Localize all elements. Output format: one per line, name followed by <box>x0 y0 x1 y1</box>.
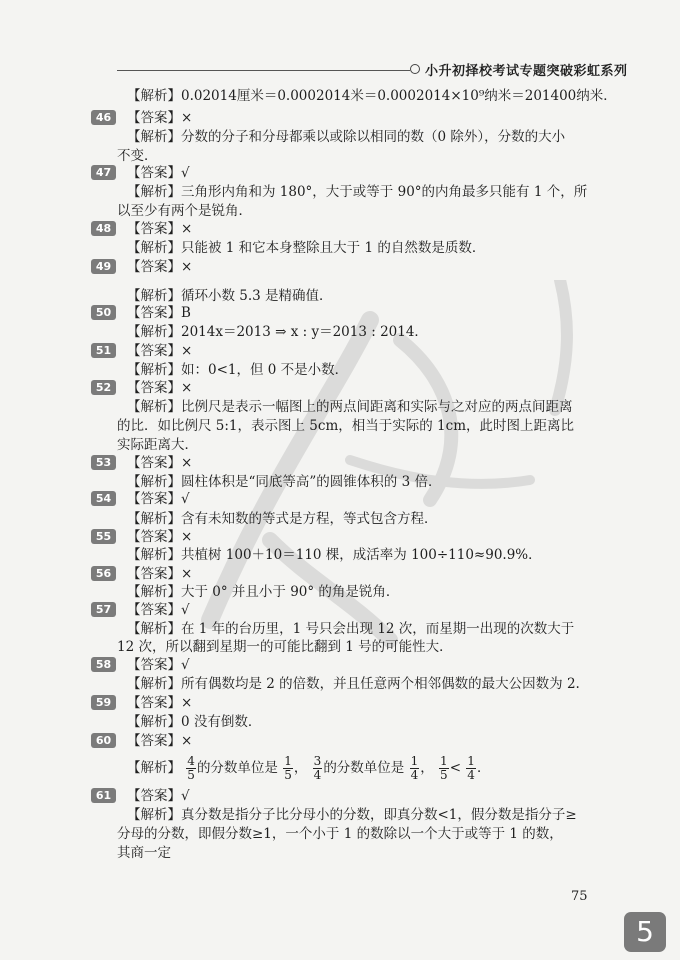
answer-tag: 【答案】 <box>127 380 181 396</box>
answer-line <box>127 109 192 127</box>
explanation-line <box>117 436 198 454</box>
question-number-badge: 52 <box>91 380 116 395</box>
fraction: $\frac{4}{5}$ <box>187 754 195 782</box>
answer-tag: 【答案】 <box>127 455 181 471</box>
explanation-line <box>127 583 399 601</box>
answer-tag: 【答案】 <box>127 657 181 673</box>
explanation-tag: 【解析】 <box>127 807 181 823</box>
explanation-line <box>117 825 563 843</box>
question-number-badge: 53 <box>91 455 116 470</box>
explanation-line <box>127 323 428 341</box>
line-text: 0 没有倒数． <box>181 714 262 730</box>
line-text: 不变． <box>117 148 158 164</box>
explanation-line <box>117 202 252 220</box>
explanation-line <box>127 287 333 305</box>
line-text: 圆柱体积是“同底等高”的圆锥体积的 3 倍． <box>181 474 442 490</box>
answer-tag: 【答案】 <box>127 305 181 321</box>
line-text: 分母的分数，即假分数≥1，一个小于 1 的数除以一个大于或等于 1 的数， <box>117 826 563 842</box>
line-text: × <box>181 343 193 359</box>
explanation-line <box>127 806 577 824</box>
fraction: $\frac{1}{4}$ <box>467 754 475 782</box>
explanation-tag: 【解析】 <box>127 362 181 378</box>
answer-line <box>127 490 190 508</box>
answer-line <box>127 258 192 276</box>
line-text: × <box>181 380 193 396</box>
header-rule <box>117 70 410 71</box>
line-text: 循环小数 5.3 是精确值． <box>181 288 333 304</box>
answer-line <box>127 565 192 583</box>
answer-tag: 【答案】 <box>127 788 181 804</box>
answer-tag: 【答案】 <box>127 733 181 749</box>
line-text: 如：0<1，但 0 不是小数． <box>181 362 349 378</box>
question-number-badge: 50 <box>91 305 116 320</box>
explanation-tag: 【解析】 <box>127 399 181 415</box>
explanation-line-60: 【解析】 $\frac{4}{5}$ 的分数单位是 $\frac{1}{5}$ ， $\frac{3}{4}$ 的分数单位是 $\frac{1}{4}$ ， $\frac{1}{5}$ < $\frac{1}{4}$ ． <box>127 754 491 782</box>
explanation-tag: 【解析】 <box>127 324 181 340</box>
question-number-badge: 59 <box>91 695 116 710</box>
line-text: × <box>181 455 193 471</box>
line-text: 所有偶数均是 2 的倍数，并且任意两个相邻偶数的最大公因数为 2. <box>181 676 580 692</box>
explanation-line <box>127 87 617 105</box>
explanation-line <box>127 546 542 564</box>
line-text: 的比．如比例尺 5:1，表示图上 5cm，相当于实际的 1cm，此时图上距离比 <box>117 418 575 434</box>
question-number-badge: 51 <box>91 343 116 358</box>
line-text: 真分数是指分子比分母小的分数，即真分数<1，假分数是指分子≥ <box>181 807 577 823</box>
answer-line <box>127 732 192 750</box>
explanation-tag: 【解析】 <box>127 288 181 304</box>
answer-line <box>127 220 192 238</box>
line-text: 其商一定 <box>117 845 171 861</box>
explanation-tag: 【解析】 <box>127 184 181 200</box>
explanation-line <box>117 147 158 165</box>
answer-tag: 【答案】 <box>127 566 181 582</box>
answer-line <box>127 164 190 182</box>
series-title: 小升初择校考试专题突破彩虹系列 <box>425 64 628 79</box>
explanation-line <box>127 473 441 491</box>
fraction: $\frac{1}{5}$ <box>440 754 448 782</box>
line-text: 0.02014厘米＝0.0002014米＝0.0002014×10⁹纳米＝201400纳米． <box>181 88 617 104</box>
answer-tag: 【答案】 <box>127 491 181 507</box>
explanation-line <box>127 239 485 257</box>
line-text: × <box>181 221 193 237</box>
explanation-tag: 【解析】 <box>127 129 181 145</box>
explanation-tag: 【解析】 <box>127 676 181 692</box>
answer-tag: 【答案】 <box>127 343 181 359</box>
question-number-badge: 54 <box>91 491 116 506</box>
chapter-badge: 5 <box>624 912 666 952</box>
question-number-badge: 61 <box>91 788 116 803</box>
line-text: √ <box>181 491 190 507</box>
line-text: √ <box>181 165 190 181</box>
explanation-line <box>127 128 565 146</box>
line-text: 只能被 1 和它本身整除且大于 1 的自然数是质数． <box>181 240 486 256</box>
explanation-line <box>117 417 574 435</box>
header-dot-icon <box>410 64 420 74</box>
explanation-tag: 【解析】 <box>127 88 181 104</box>
question-number-badge: 49 <box>91 259 116 274</box>
answer-tag: 【答案】 <box>127 259 181 275</box>
explanation-line <box>127 510 438 528</box>
answer-line <box>127 454 192 472</box>
explanation-line <box>117 638 453 656</box>
line-text: √ <box>181 788 190 804</box>
line-text: B <box>181 305 191 321</box>
explanation-tag: 【解析】 <box>127 760 181 776</box>
explanation-line <box>127 713 261 731</box>
line-text: 含有未知数的等式是方程，等式包含方程． <box>181 511 438 527</box>
line-text: 12 次，所以翻到星期一的可能比翻到 1 号的可能性大． <box>117 639 453 655</box>
question-number-badge: 46 <box>91 110 116 125</box>
question-number-badge: 56 <box>91 566 116 581</box>
line-text: 在 1 年的台历里，1 号只会出现 12 次，而星期一出现的次数大于 <box>181 621 575 637</box>
explanation-tag: 【解析】 <box>127 511 181 527</box>
question-number-badge: 58 <box>91 657 116 672</box>
line-text: × <box>181 695 193 711</box>
answer-tag: 【答案】 <box>127 529 181 545</box>
line-text: 三角形内角和为 180°，大于或等于 90°的内角最多只能有 1 个，所 <box>181 184 588 200</box>
answer-line <box>127 379 192 397</box>
line-text: 分数的分子和分母都乘以或除以相同的数（0 除外），分数的大小 <box>181 129 566 145</box>
line-text: 共植树 100＋10＝110 棵，成活率为 100÷110≈90.9%． <box>181 547 542 563</box>
explanation-tag: 【解析】 <box>127 584 181 600</box>
answer-line <box>127 787 190 805</box>
explanation-line <box>127 361 348 379</box>
answer-tag: 【答案】 <box>127 695 181 711</box>
answer-line <box>127 528 192 546</box>
line-text: 比例尺是表示一幅图上的两点间距离和实际与之对应的两点间距离 <box>181 399 573 415</box>
line-text: × <box>181 566 193 582</box>
answer-line <box>127 601 190 619</box>
explanation-line <box>127 183 587 201</box>
answer-line <box>127 656 190 674</box>
line-text: × <box>181 733 193 749</box>
line-text: √ <box>181 657 190 673</box>
line-text: × <box>181 259 193 275</box>
line-text: × <box>181 529 193 545</box>
question-number-badge: 48 <box>91 221 116 236</box>
explanation-line <box>127 398 573 416</box>
answer-line <box>127 304 191 322</box>
explanation-line <box>127 675 580 693</box>
answer-tag: 【答案】 <box>127 165 181 181</box>
line-text: 实际距离大． <box>117 437 198 453</box>
page-number: 75 <box>571 889 588 904</box>
question-number-badge: 47 <box>91 165 116 180</box>
question-number-badge: 57 <box>91 602 116 617</box>
explanation-tag: 【解析】 <box>127 714 181 730</box>
line-text: × <box>181 110 193 126</box>
explanation-tag: 【解析】 <box>127 240 181 256</box>
line-text: 2014x＝2013 ⇒ x : y＝2013 : 2014． <box>181 324 428 340</box>
explanation-line <box>127 620 574 638</box>
line-text: 以至少有两个是锐角． <box>117 203 252 219</box>
explanation-line <box>117 844 171 862</box>
line-text: 大于 0° 并且小于 90° 的角是锐角． <box>181 584 400 600</box>
answer-tag: 【答案】 <box>127 221 181 237</box>
explanation-tag: 【解析】 <box>127 621 181 637</box>
fraction: $\frac{1}{4}$ <box>410 754 419 782</box>
answer-tag: 【答案】 <box>127 602 181 618</box>
answer-line <box>127 694 192 712</box>
answer-tag: 【答案】 <box>127 110 181 126</box>
fraction: $\frac{3}{4}$ <box>313 754 322 782</box>
explanation-tag: 【解析】 <box>127 547 181 563</box>
line-text: √ <box>181 602 190 618</box>
explanation-tag: 【解析】 <box>127 474 181 490</box>
question-number-badge: 60 <box>91 733 116 748</box>
answer-line <box>127 342 192 360</box>
fraction: $\frac{1}{5}$ <box>284 754 292 782</box>
question-number-badge: 55 <box>91 529 116 544</box>
